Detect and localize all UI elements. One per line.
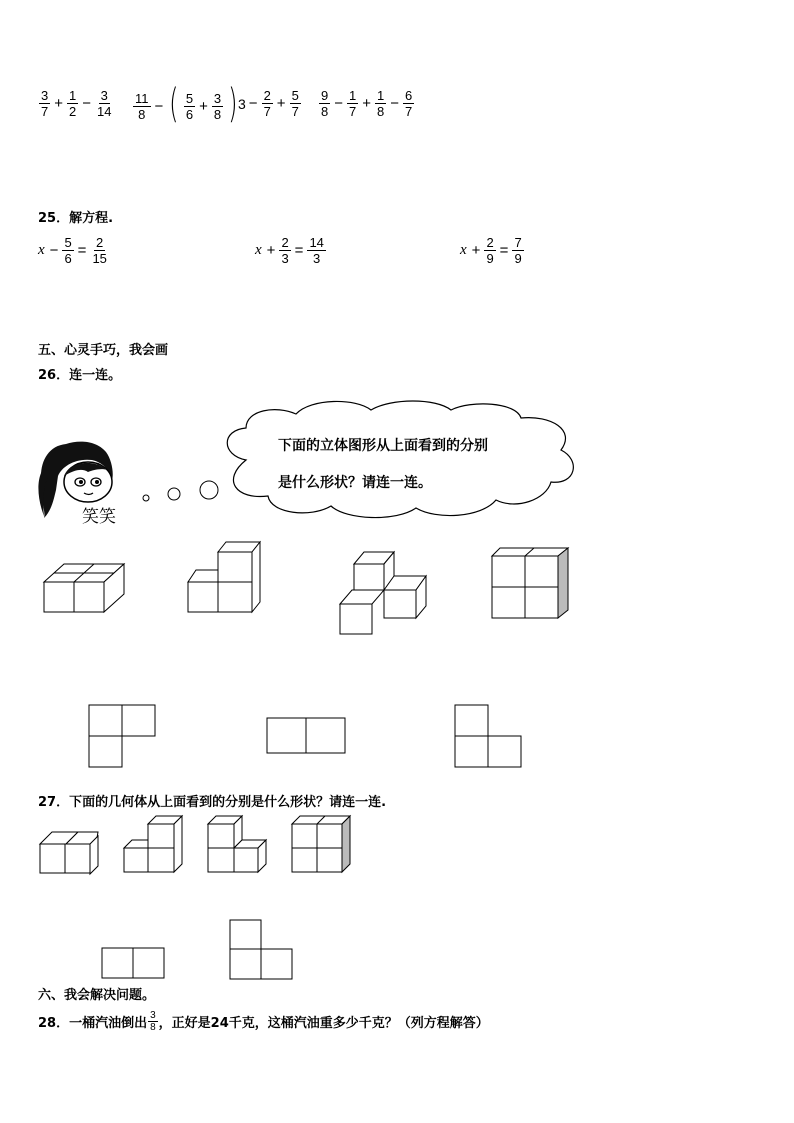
q27-solid-2 (122, 814, 184, 876)
q27-solid-1 (38, 830, 100, 876)
fraction: $\frac{5}{7}$ (291, 88, 299, 119)
fraction: $\frac{2}{9}$ (486, 235, 494, 266)
fraction: $\frac{1}{8}$ (377, 88, 385, 119)
q25-title: 25．解方程. (38, 211, 114, 226)
section-6-title: 六、我会解决问题。 (38, 988, 156, 1003)
fraction: $\frac{2}{3}$ (281, 235, 289, 266)
solid-figure-4 (492, 548, 570, 620)
thought-bubbles (138, 476, 222, 506)
fraction: $\frac{11}{8}$ (135, 90, 149, 122)
expression-1: $\frac{3}{7}$ + $\frac{1}{2}$ − $\frac{3}{14}$ (41, 88, 112, 119)
fraction: $\frac{3}{8}$ (213, 90, 222, 122)
q27-top-view-1 (100, 946, 166, 980)
cloud-text-line-2: 是什么形状？请连一连。 (278, 475, 432, 491)
fraction: $\frac{3}{8}$ (150, 1010, 156, 1033)
q26-title: 26．连一连。 (38, 368, 122, 383)
character-label: 笑笑 (82, 507, 116, 527)
fraction: $\frac{3}{14}$ (97, 88, 112, 119)
equation-3: x + $\frac{2}{9}$ = $\frac{7}{9}$ (460, 235, 522, 266)
fraction: $\frac{2}{7}$ (263, 88, 271, 119)
fraction: $\frac{3}{7}$ (41, 88, 49, 119)
thought-cloud (216, 400, 582, 522)
expression-2: $\frac{11}{8}$ − ( $\frac{5}{6}$ + $\frac{3}{8}$ ) (135, 81, 238, 127)
q28-question: 28．一桶汽油倒出 $\frac{3}{8}$ ，正好是24千克，这桶汽油重多少千克？（列方程解答） (38, 1010, 489, 1033)
expression-3: 3 − $\frac{2}{7}$ + $\frac{5}{7}$ (238, 88, 299, 119)
q27-title: 27．下面的几何体从上面看到的分别是什么形状？请连一连. (38, 795, 387, 810)
equation-2: x + $\frac{2}{3}$ = $\frac{14}{3}$ (255, 235, 324, 266)
section-5-title: 五、心灵手巧，我会画 (38, 343, 169, 358)
fraction: $\frac{6}{7}$ (405, 88, 413, 119)
top-view-shape-3 (454, 704, 526, 768)
expression-4: $\frac{9}{8}$ − $\frac{1}{7}$ + $\frac{1}{8}$ − $\frac{6}{7}$ (321, 88, 413, 119)
fraction: $\frac{5}{6}$ (64, 235, 72, 266)
solid-figure-3 (338, 550, 428, 636)
fraction: $\frac{5}{6}$ (185, 90, 194, 122)
fraction: $\frac{1}{7}$ (349, 88, 357, 119)
fraction: $\frac{1}{2}$ (69, 88, 77, 119)
cloud-text-line-1: 下面的立体图形从上面看到的分别 (278, 438, 488, 454)
fraction: $\frac{14}{3}$ (309, 235, 324, 266)
fraction: $\frac{9}{8}$ (321, 88, 329, 119)
q27-solid-4 (290, 814, 352, 876)
equation-1: x − $\frac{5}{6}$ = $\frac{2}{15}$ (38, 235, 107, 266)
solid-figure-2 (188, 540, 264, 612)
top-view-shape-2 (266, 716, 348, 756)
girl-character-illustration (36, 436, 136, 528)
q27-solid-3 (206, 814, 268, 876)
solid-figure-1 (42, 556, 124, 614)
fraction: $\frac{7}{9}$ (514, 235, 522, 266)
q27-top-view-2 (228, 918, 294, 982)
fraction: $\frac{2}{15}$ (92, 235, 107, 266)
top-view-shape-1 (88, 704, 158, 768)
